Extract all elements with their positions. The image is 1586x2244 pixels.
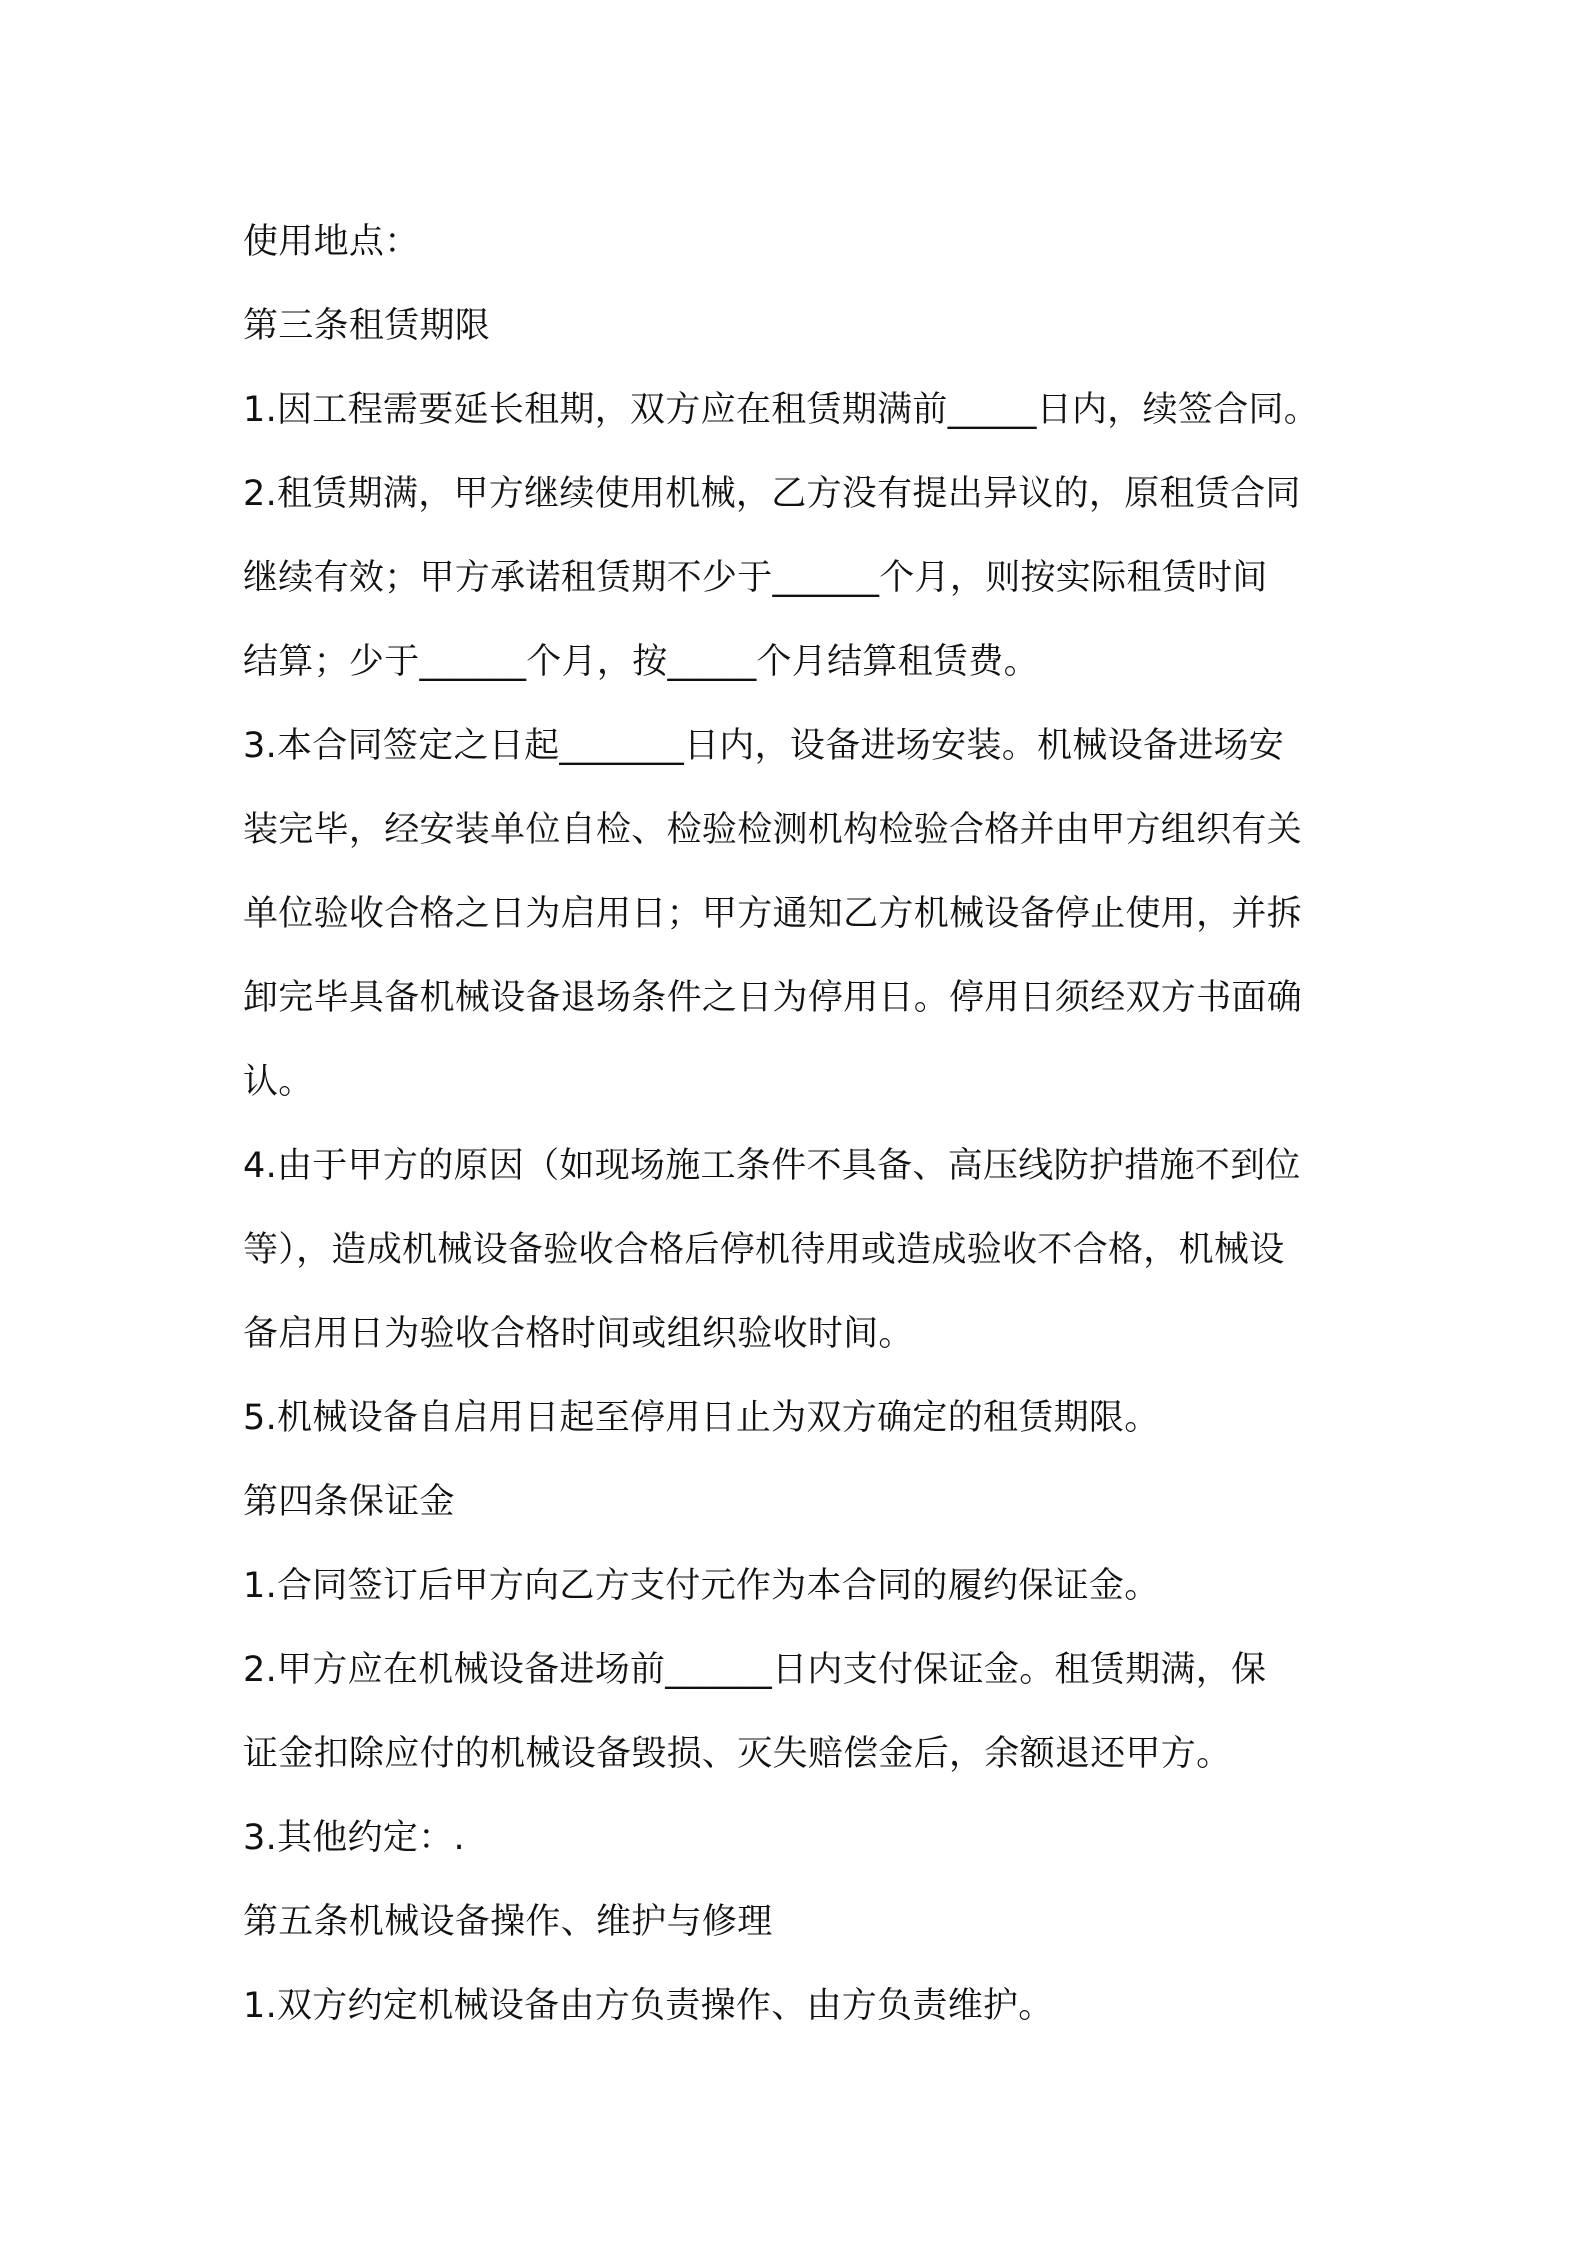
- article-5-heading: 第五条机械设备操作、维护与修理: [243, 1902, 773, 1942]
- article-3-clause-3-line-1: 3.本合同签定之日起_______日内，设备进场安装。机械设备进场安: [243, 726, 1285, 766]
- article-3-clause-2-line-2: 继续有效；甲方承诺租赁期不少于______个月，则按实际租赁时间: [243, 558, 1268, 598]
- article-4-clause-2-line-2: 证金扣除应付的机械设备毁损、灭失赔偿金后，余额退还甲方。: [243, 1734, 1232, 1774]
- article-3-clause-4-line-3: 备启用日为验收合格时间或组织验收时间。: [243, 1314, 914, 1354]
- article-3-clause-3-line-5: 认。: [243, 1062, 314, 1102]
- article-3-clause-3-line-3: 单位验收合格之日为启用日；甲方通知乙方机械设备停止使用，并拆: [243, 894, 1303, 934]
- article-3-clause-2-line-1: 2.租赁期满，甲方继续使用机械，乙方没有提出异议的，原租赁合同: [243, 474, 1301, 514]
- article-5-clause-1: 1.双方约定机械设备由方负责操作、由方负责维护。: [243, 1986, 1054, 2026]
- article-3-clause-4-line-1: 4.由于甲方的原因（如现场施工条件不具备、高压线防护措施不到位: [243, 1146, 1301, 1186]
- usage-location-line: 使用地点：: [243, 222, 420, 262]
- article-4-clause-2-line-1: 2.甲方应在机械设备进场前______日内支付保证金。租赁期满，保: [243, 1650, 1267, 1690]
- article-3-clause-3-line-4: 卸完毕具备机械设备退场条件之日为停用日。停用日须经双方书面确: [243, 978, 1303, 1018]
- article-3-clause-5: 5.机械设备自启用日起至停用日止为双方确定的租赁期限。: [243, 1398, 1160, 1438]
- article-3-clause-2-line-3: 结算；少于______个月，按_____个月结算租赁费。: [243, 642, 1039, 682]
- article-3-clause-1: 1.因工程需要延长租期，双方应在租赁期满前_____日内，续签合同。: [243, 390, 1320, 430]
- article-4-clause-1: 1.合同签订后甲方向乙方支付元作为本合同的履约保证金。: [243, 1566, 1160, 1606]
- article-4-heading: 第四条保证金: [243, 1482, 455, 1522]
- document-body: [243, 200, 1363, 2048]
- article-3-clause-4-line-2: 等），造成机械设备验收合格后停机待用或造成验收不合格，机械设: [243, 1230, 1285, 1270]
- article-3-clause-3-line-2: 装完毕，经安装单位自检、检验检测机构检验合格并由甲方组织有关: [243, 810, 1303, 850]
- article-3-heading: 第三条租赁期限: [243, 306, 491, 346]
- article-4-clause-3: 3.其他约定：.: [243, 1818, 465, 1858]
